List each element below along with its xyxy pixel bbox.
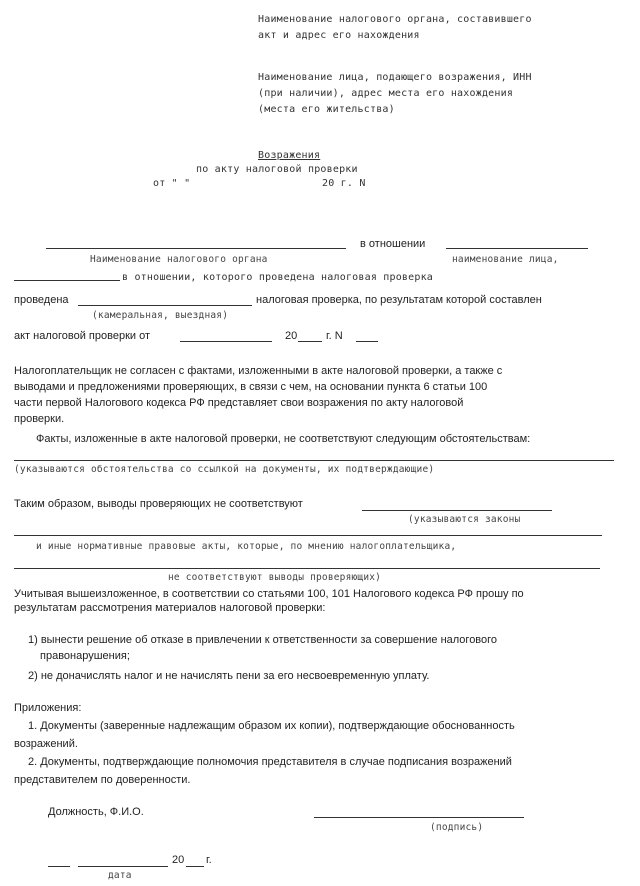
act-number-label: г. N [326, 330, 343, 342]
request-item1-line1: 1) вынести решение об отказе в привлечении к ответственности за совершение налогового [28, 634, 498, 646]
position-label: Должность, Ф.И.О. [48, 806, 144, 818]
caption-person: наименование лица, [452, 254, 559, 265]
attachment2-line2: представителем по доверенности. [14, 774, 191, 786]
in-relation-which: в отношении, которого проведена налоговая проверка [122, 272, 434, 283]
caption-date: дата [108, 870, 132, 881]
act-date-prefix: акт налоговой проверки от [14, 330, 151, 342]
organ-blank-line[interactable] [46, 248, 346, 249]
title-date-year: 20 г. N [322, 178, 366, 189]
act-date-line[interactable] [180, 341, 272, 342]
laws-continued-line[interactable] [14, 535, 602, 536]
act-year-line[interactable] [298, 341, 322, 342]
para1-line3: части первой Налогового кодекса РФ представляет свои возражения по акту налоговой [14, 397, 464, 409]
person-name-line1: Наименование лица, подающего возражения, ИНН [258, 72, 532, 83]
consider-line2: результатам рассмотрения материалов налоговой проверки: [14, 602, 326, 614]
act-year: 20 [285, 330, 298, 342]
laws-line[interactable] [362, 510, 552, 511]
sign-year-line[interactable] [186, 866, 204, 867]
attachment1-line1: 1. Документы (заверенные надлежащим образом их копии), подтверждающие обоснованность [28, 720, 515, 732]
document-title: Возражения [258, 150, 321, 161]
date-day-line[interactable] [48, 866, 70, 867]
caption-facts: (указываются обстоятельства со ссылкой на документы, их подтверждающие) [14, 464, 435, 475]
para1-line4: проверки. [14, 413, 65, 425]
attachment1-line2: возражений. [14, 738, 78, 750]
check-result-text: налоговая проверка, по результатам которой составлен [256, 294, 542, 306]
consider-line1: Учитывая вышеизложенное, в соответствии со статьями 100, 101 Налогового кодекса РФ прошу по [14, 588, 524, 600]
request-item1-line2: правонарушения; [40, 650, 130, 662]
caption-signature: (подпись) [430, 822, 484, 833]
mismatch-line[interactable] [14, 568, 600, 569]
sign-date-year: 20 [172, 854, 185, 866]
person-name-line2: (при наличии), адрес места его нахождения [258, 88, 514, 99]
attachment2-line1: 2. Документы, подтверждающие полномочия представителя в случае подписания возражений [28, 756, 512, 768]
person-blank-line[interactable] [446, 248, 588, 249]
organ-name-line2: акт и адрес его нахождения [258, 30, 420, 41]
para1-line1: Налогоплательщик не согласен с фактами, изложенными в акте налоговой проверки, а также с [14, 365, 503, 377]
sign-date-suffix: г. [206, 854, 212, 866]
attachments-heading: Приложения: [14, 702, 82, 714]
thus-text: Таким образом, выводы проверяющих не соответствуют [14, 498, 303, 510]
para1-line2: выводами и предложениями проверяющих, в связи с чем, на основании пункта 6 статьи 100 [14, 381, 488, 393]
other-acts-text: и иные нормативные правовые акты, которые, по мнению налогоплательщика, [36, 541, 457, 552]
date-month-line[interactable] [78, 866, 168, 867]
title-date-prefix: от " " [153, 178, 191, 189]
caption-laws: (указываются законы [408, 514, 521, 525]
caption-organ: Наименование налогового органа [90, 254, 268, 265]
document-subtitle: по акту налоговой проверки [196, 164, 358, 175]
request-item2: 2) не доначислять налог и не начислять пени за его несвоевременную уплату. [28, 670, 430, 682]
person-continued-line[interactable] [14, 280, 120, 281]
act-number-line[interactable] [356, 341, 378, 342]
mismatch-caption: не соответствуют выводы проверяющих) [168, 572, 382, 583]
person-name-line3: (места его жительства) [258, 104, 395, 115]
check-type-line[interactable] [78, 305, 252, 306]
facts-line[interactable] [14, 460, 614, 461]
caption-check-type: (камеральная, выездная) [92, 310, 229, 321]
facts-text: Факты, изложенные в акте налоговой проверки, не соответствуют следующим обстоятельствам: [36, 433, 531, 445]
in-relation-label: в отношении [360, 238, 426, 250]
signature-line[interactable] [314, 817, 524, 818]
organ-name-line1: Наименование налогового органа, составившего [258, 14, 532, 25]
conducted-label: проведена [14, 294, 69, 306]
